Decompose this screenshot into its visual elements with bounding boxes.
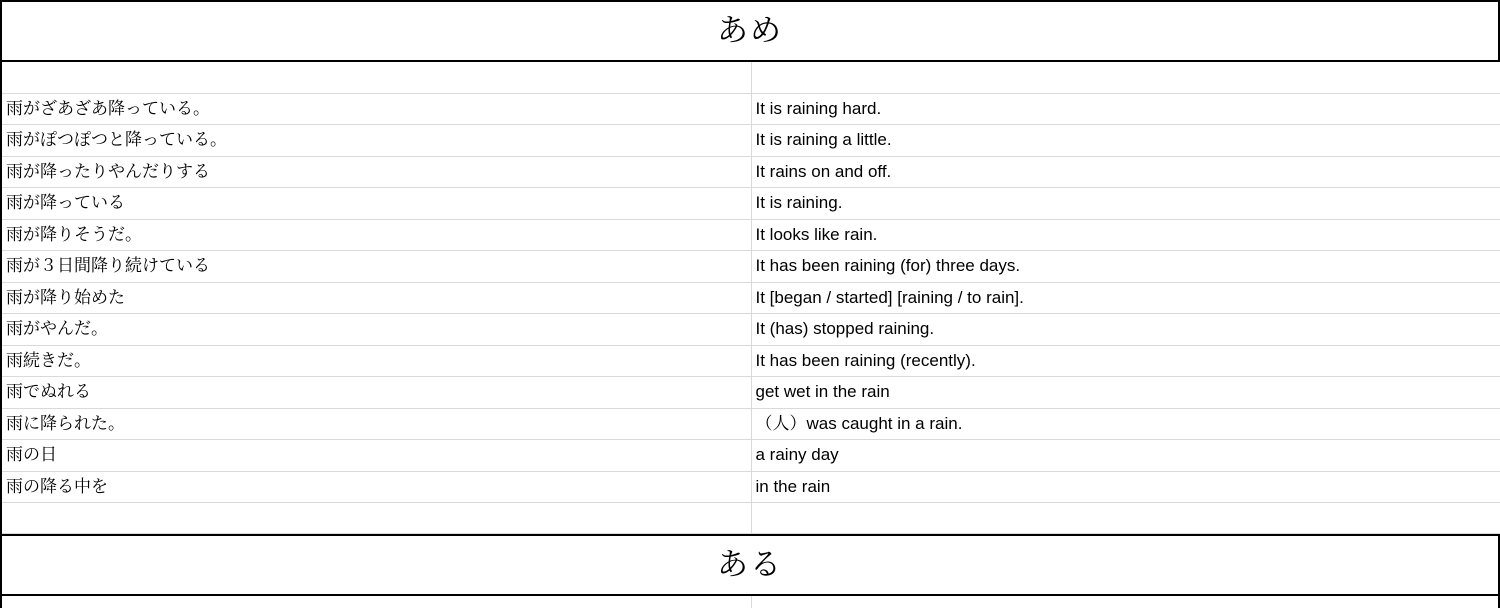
section-title: あめ [717,12,783,49]
cell-japanese: 雨が降り始めた [1,282,751,314]
cell-japanese: 雨が降りそうだ。 [1,219,751,251]
cell-japanese: 雨が降っている [1,188,751,220]
table-row [1,471,1500,503]
cell-japanese: 雨の日 [1,440,751,472]
cell-english: It is raining a little. [751,125,1500,157]
cell-japanese: 雨がざあざあ降っている。 [1,93,751,125]
table-row [1,503,1500,534]
cell-english: It looks like rain. [751,219,1500,251]
column-divider [2,596,752,608]
cell-japanese: 雨に降られた。 [1,408,751,440]
cell-japanese: 雨が３日間降り続けている [1,251,751,283]
cell-english: a rainy day [751,440,1500,472]
table-row [1,314,1500,346]
cell-english [751,503,1500,534]
cell-english: It [began / started] [raining / to rain]. [751,282,1500,314]
cell-japanese: 雨がやんだ。 [1,314,751,346]
entries-table-ame [0,62,1500,534]
cell-english: It has been raining (recently). [751,345,1500,377]
cell-japanese: 雨がぽつぽつと降っている。 [1,125,751,157]
cell-english: It (has) stopped raining. [751,314,1500,346]
cell-english: get wet in the rain [751,377,1500,409]
section-header-ame [0,0,1500,62]
table-row [1,219,1500,251]
table-row [1,93,1500,125]
section-header-aru [0,534,1500,596]
cell-english: It is raining hard. [751,93,1500,125]
cell-japanese: 雨続きだ。 [1,345,751,377]
table-row [1,345,1500,377]
cell-japanese: 雨の降る中を [1,471,751,503]
table-row [1,188,1500,220]
cell-english: It has been raining (for) three days. [751,251,1500,283]
cell-english: in the rain [751,471,1500,503]
table-row [1,62,1500,93]
cell-english: It rains on and off. [751,156,1500,188]
cell-english: It is raining. [751,188,1500,220]
cell-english [751,62,1500,93]
section-title: ある [717,546,783,583]
cell-japanese: 雨でぬれる [1,377,751,409]
entries-table-body [1,62,1500,534]
table-row [1,251,1500,283]
table-row [1,282,1500,314]
cell-japanese: 雨が降ったりやんだりする [1,156,751,188]
table-row [1,408,1500,440]
table-row [1,377,1500,409]
table-row [1,125,1500,157]
table-row [1,156,1500,188]
cell-japanese [1,62,751,93]
table-bottom-strip [0,596,1500,608]
cell-english: （人）was caught in a rain. [751,408,1500,440]
table-row [1,440,1500,472]
cell-japanese [1,503,751,534]
